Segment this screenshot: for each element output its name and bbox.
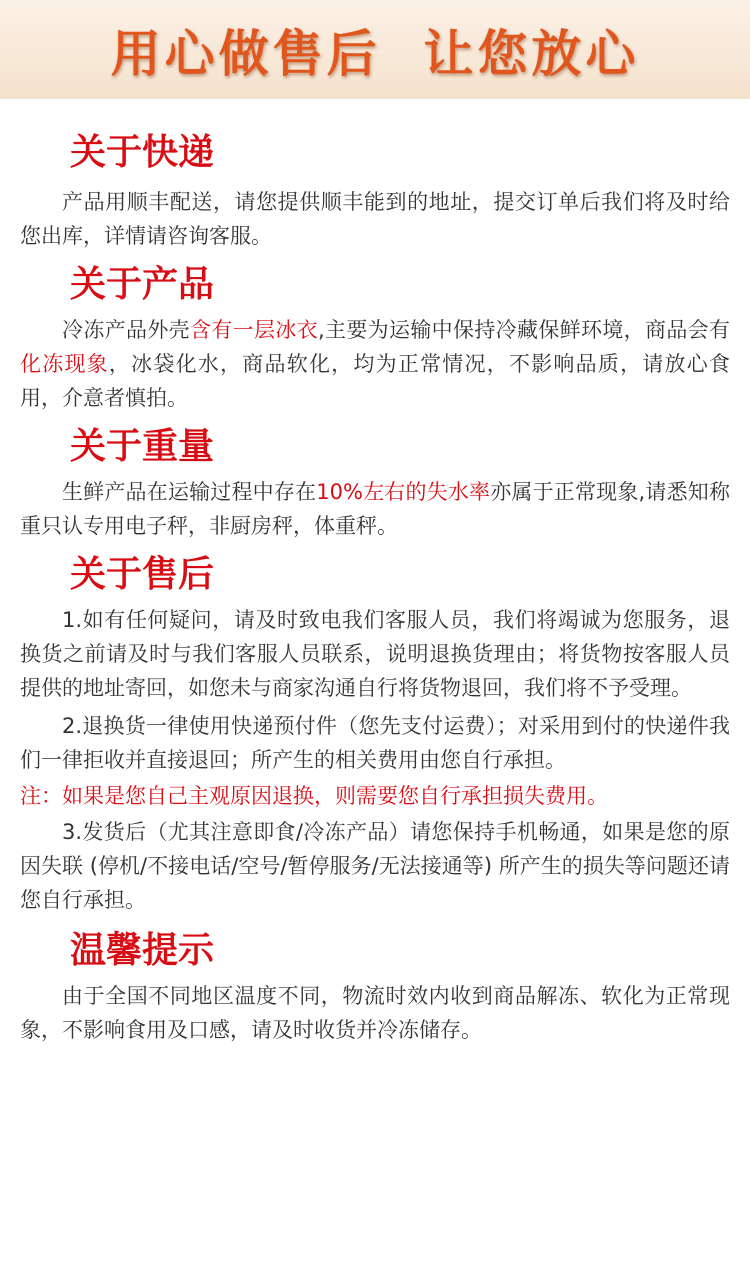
weight-highlight-loss: 10%左右的失水率 — [316, 480, 491, 504]
section-title-weight: 关于重量 — [70, 426, 215, 467]
section-text-weight — [20, 475, 730, 543]
section-text-tips: 由于全国不同地区温度不同，物流时效内收到商品解冻、软化为正常现象，不影响食用及口感，请及时收货并冷冻储存。 — [20, 984, 730, 1042]
header-banner — [0, 0, 750, 99]
section-title-product: 关于产品 — [70, 264, 215, 305]
section-text-product — [20, 313, 730, 415]
section-title-tips: 温馨提示 — [70, 930, 215, 971]
after-sales-item-3: 3.发货后（尤其注意即食/冷冻产品）请您保持手机畅通，如果是您的原因失联 (停机/不接电话/空号/暂停服务/无法接通等) 所产生的损失等问题还请您自行承担。 — [20, 820, 730, 912]
section-text-delivery: 产品用顺丰配送，请您提供顺丰能到的地址，提交订单后我们将及时给您出库，详情请咨询客服。 — [20, 190, 730, 248]
product-highlight-ice-coat: 含有一层冰衣 — [190, 318, 318, 342]
product-text-e: ，冰袋化水，商品软化，均为正常情况，不影响品质，请放心食用，介意者慎拍。 — [20, 352, 731, 410]
section-delivery — [20, 99, 730, 253]
product-text-a: 冷冻产品外壳 — [62, 318, 190, 342]
section-product — [20, 263, 730, 415]
banner-title: 用心做售后 让您放心 — [110, 24, 640, 83]
weight-text-a: 生鲜产品在运输过程中存在 — [62, 480, 317, 504]
product-highlight-thaw: 化冻现象 — [20, 352, 109, 376]
section-tips — [20, 929, 730, 1047]
section-weight — [20, 425, 730, 543]
section-title-delivery: 关于快递 — [70, 132, 215, 173]
weight-text-c: 亦属于正常现象,请悉知称重只认专用电子秤，非厨房秤，体重秤。 — [20, 480, 730, 538]
after-sales-note: 注：如果是您自己主观原因退换，则需要您自行承担损失费用。 — [20, 784, 608, 808]
product-text-c: ,主要为运输中保持冷藏保鲜环境，商品会有 — [318, 318, 730, 342]
content — [0, 99, 750, 1047]
after-sales-item-2: 2.退换货一律使用快递预付件（您先支付运费）；对采用到付的快递件我们一律拒收并直接退回；所产生的相关费用由您自行承担。 — [20, 714, 730, 772]
section-title-after-sales: 关于售后 — [70, 554, 215, 595]
section-after-sales — [20, 553, 730, 917]
after-sales-item-1: 1.如有任何疑问，请及时致电我们客服人员，我们将竭诚为您服务，退换货之前请及时与我们客服人员联系，说明退换货理由；将货物按客服人员提供的地址寄回，如您未与商家沟通自行将货物退回，我们将不予受理。 — [20, 608, 730, 700]
